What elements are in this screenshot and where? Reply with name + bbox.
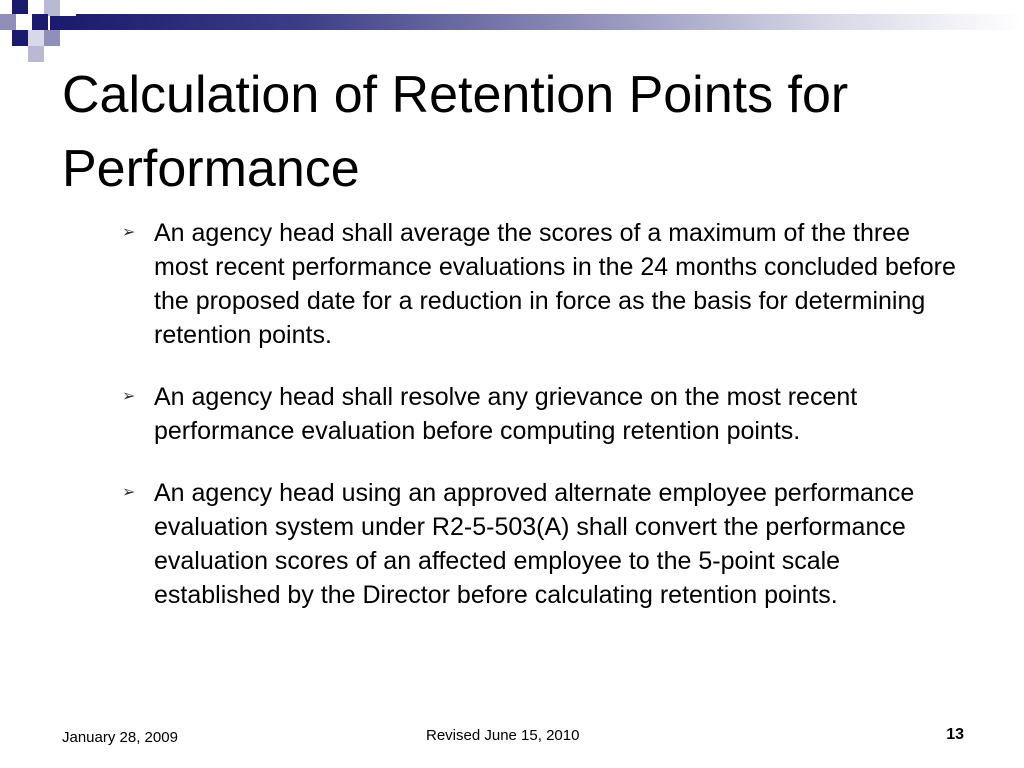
- footer-date: January 28, 2009: [62, 729, 178, 746]
- bullet-text: An agency head shall resolve any grievance on the most recent performance evaluation before computing retention points.: [154, 383, 858, 445]
- decorative-square: [16, 14, 32, 30]
- decorative-square: [32, 14, 48, 30]
- decorative-square: [60, 0, 76, 16]
- slide-title: Calculation of Retention Points for Performance: [62, 66, 849, 198]
- bullet-item: [122, 216, 972, 352]
- arrow-bullet-icon: ➢: [122, 388, 136, 405]
- arrow-bullet-icon: ➢: [122, 224, 136, 241]
- decorative-square: [28, 46, 44, 62]
- bullet-list: [122, 216, 972, 640]
- decorative-square: [0, 14, 16, 30]
- decorative-square: [12, 30, 28, 46]
- arrow-bullet-icon: ➢: [122, 484, 136, 501]
- decorative-header-band: [50, 14, 1024, 30]
- bullet-text: An agency head using an approved alternate employee performance evaluation system under R2-5-503(A) shall convert the performance evaluation scores of an affected employee to the 5-point scale established by the Director before calculating retention points.: [154, 479, 915, 609]
- decorative-square: [44, 30, 60, 46]
- slide-number: 13: [946, 726, 964, 743]
- decorative-square: [28, 30, 44, 46]
- footer-revised-date: Revised June 15, 2010: [426, 727, 580, 744]
- bullet-text: An agency head shall average the scores of a maximum of the three most recent performance evaluations in the 24 months concluded before the proposed date for a reduction in force as the basis for determining retention points.: [154, 219, 956, 349]
- bullet-item: [122, 380, 972, 448]
- bullet-item: [122, 476, 972, 612]
